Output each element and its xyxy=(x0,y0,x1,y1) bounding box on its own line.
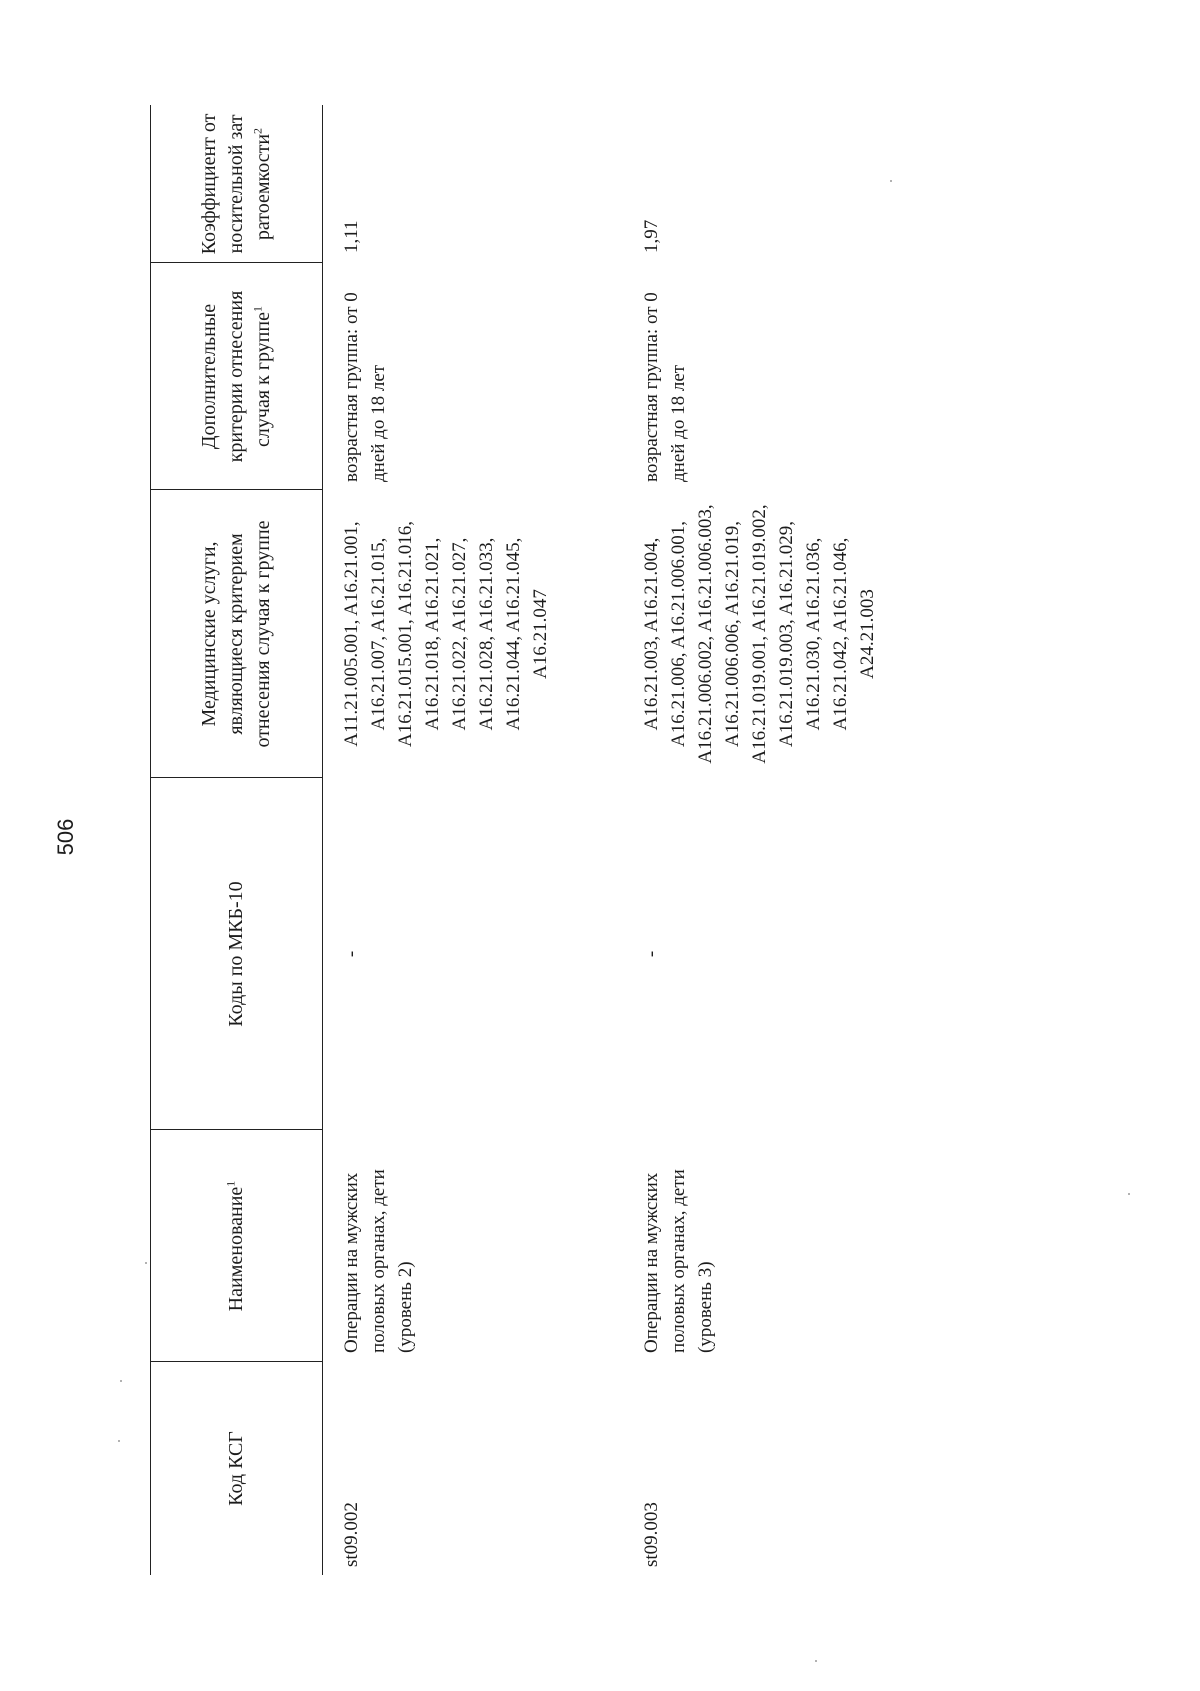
page-number: 506 xyxy=(53,818,78,856)
header-services: Медицинские услуги, являющиеся критерием отнесения случая к группе xyxy=(197,520,274,748)
header-code: Код КСГ xyxy=(224,1431,247,1506)
header-icd: Коды по МКБ-10 xyxy=(224,881,247,1027)
header-coef: Коэффициент относительной затратоемкости$^2$ xyxy=(197,113,274,255)
row-2-code: st09.003 xyxy=(641,1502,662,1567)
row-2-criteria: возрастная группа: от 0 дней до 18 лет xyxy=(641,292,689,482)
header-bottom-rule xyxy=(322,105,323,1575)
row-2-coef: 1,97 xyxy=(641,219,662,253)
row-1-code: st09.002 xyxy=(341,1502,362,1567)
scan-speck xyxy=(890,180,892,182)
row-1-services: A11.21.005.001, A16.21.001, A16.21.007, A16.21.015, A16.21.015.001, A16.21.016, A16.21.018, A16.21.021, A16.21.022, A16.21.027, A16.21.028, A16.21.033, A16.21.044, A16.21.045, A16.21.047 xyxy=(341,521,551,747)
row-2-services: A16.21.003, A16.21.004, A16.21.006, A16.21.006.001, A16.21.006.002, A16.21.006.003, A16.21.006.006, A16.21.019, A16.21.019.001, A16.21.019.002, A16.21.019.003, A16.21.029, A16.21.030, A16.21.036, A16.21.042, A16.21.046, A24.21.003 xyxy=(641,504,878,764)
row-1-icd: - xyxy=(341,950,362,958)
row-2-name: Операции на мужских половых органах, дети (уровень 3) xyxy=(641,1169,716,1353)
scan-speck xyxy=(120,1380,122,1382)
scan-speck xyxy=(815,1660,817,1662)
row-1-criteria: возрастная группа: от 0 дней до 18 лет xyxy=(341,292,389,482)
kcg-table xyxy=(150,105,878,1575)
row-1-name: Операции на мужских половых органах, дети (уровень 2) xyxy=(341,1169,416,1353)
row-2-icd: - xyxy=(641,950,662,958)
scan-speck xyxy=(145,1262,147,1264)
scan-speck xyxy=(1128,1193,1130,1195)
scan-speck xyxy=(118,1440,120,1442)
header-name: Наименование$^1$ xyxy=(222,1180,247,1312)
row-1-coef: 1,11 xyxy=(341,220,362,253)
header-criteria: Дополнительные критерии отнесения случая к группе$^1$ xyxy=(197,290,274,463)
